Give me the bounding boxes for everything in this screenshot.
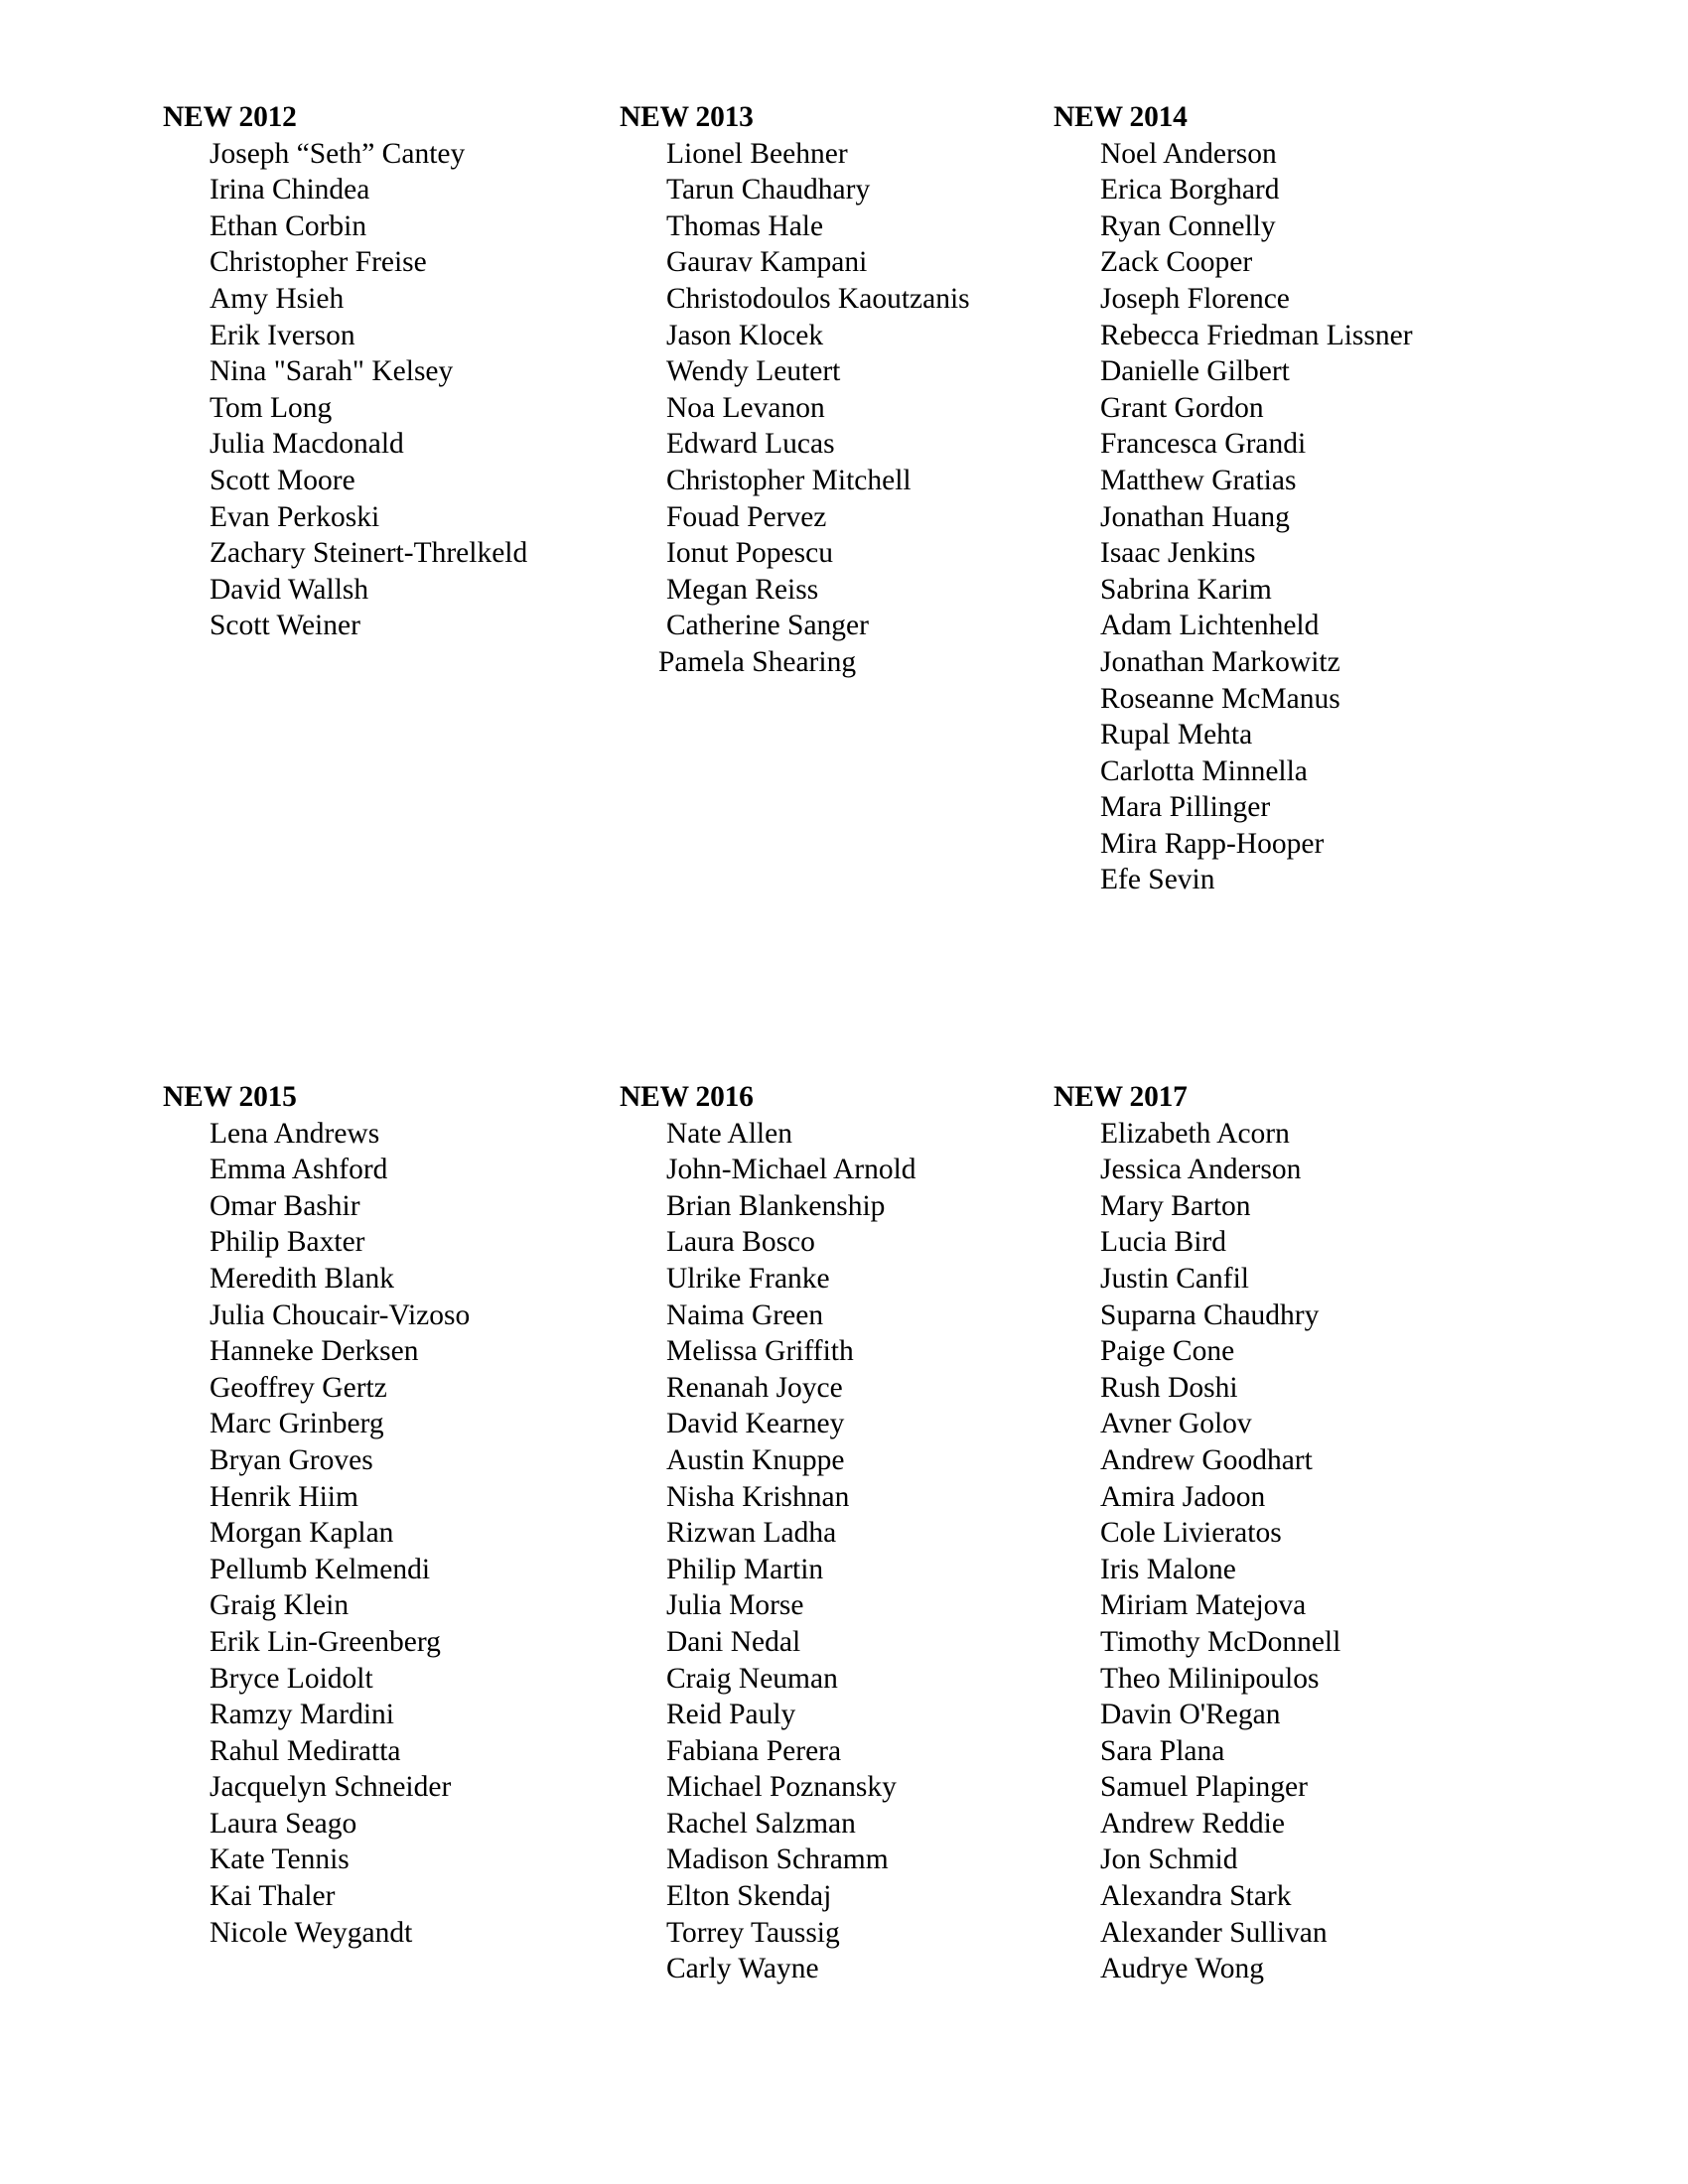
cohort-heading: NEW 2016	[620, 1081, 754, 1113]
list-item: Avner Golov	[1100, 1408, 1252, 1440]
list-item: Craig Neuman	[666, 1662, 838, 1695]
list-item: Jason Klocek	[666, 319, 824, 351]
cohort-heading: NEW 2017	[1054, 1081, 1188, 1113]
list-item: Rachel Salzman	[666, 1807, 856, 1840]
list-item: Gaurav Kampani	[666, 246, 868, 279]
cohort-2015	[163, 1079, 630, 1951]
list-item: John-Michael Arnold	[666, 1154, 916, 1186]
cohort-2012	[163, 99, 630, 644]
list-item: Danielle Gilbert	[1100, 355, 1290, 388]
name-list	[620, 136, 1086, 681]
list-item: Amira Jadoon	[1100, 1480, 1266, 1513]
list-item: Mary Barton	[1100, 1189, 1251, 1222]
list-item: Jacquelyn Schneider	[210, 1771, 452, 1804]
list-item: Erik Lin-Greenberg	[210, 1625, 441, 1658]
list-item: Matthew Gratias	[1100, 464, 1297, 496]
list-item: Laura Bosco	[666, 1226, 815, 1259]
list-item: Zack Cooper	[1100, 246, 1253, 279]
name-list	[620, 1116, 1086, 1987]
list-item: Jon Schmid	[1100, 1843, 1238, 1876]
list-item: Mira Rapp-Hooper	[1100, 827, 1325, 860]
list-item: Geoffrey Gertz	[210, 1371, 387, 1404]
list-item: Bryce Loidolt	[210, 1662, 373, 1695]
list-item: Joseph Florence	[1100, 282, 1290, 315]
list-item: Bryan Groves	[210, 1443, 373, 1476]
list-item: Julia Morse	[666, 1589, 804, 1622]
list-item: Laura Seago	[210, 1807, 357, 1840]
cohort-heading: NEW 2014	[1054, 101, 1188, 133]
list-item: Erica Borghard	[1100, 174, 1280, 206]
list-item: Catherine Sanger	[666, 610, 869, 642]
list-item: Marc Grinberg	[210, 1408, 384, 1440]
list-item: Andrew Goodhart	[1100, 1443, 1313, 1476]
list-item: Philip Martin	[666, 1553, 824, 1585]
list-item: Emma Ashford	[210, 1154, 388, 1186]
list-item: Lionel Beehner	[666, 137, 848, 170]
list-item: Omar Bashir	[210, 1189, 360, 1222]
list-item: Nicole Weygandt	[210, 1916, 413, 1949]
list-item: Roseanne McManus	[1100, 682, 1340, 715]
cohort-2017	[1054, 1079, 1520, 1987]
list-item: Reid Pauly	[666, 1699, 796, 1731]
list-item: Dani Nedal	[666, 1625, 801, 1658]
list-item: Graig Klein	[210, 1589, 350, 1622]
list-item: Rizwan Ladha	[666, 1517, 837, 1550]
list-item: Noa Levanon	[666, 391, 825, 424]
name-list	[1054, 1116, 1520, 1987]
list-item: Erik Iverson	[210, 319, 355, 351]
list-item: Carly Wayne	[666, 1953, 819, 1985]
list-item: Joseph “Seth” Cantey	[210, 137, 466, 170]
list-item: Thomas Hale	[666, 209, 824, 242]
list-item: Timothy McDonnell	[1100, 1625, 1341, 1658]
list-item: Julia Macdonald	[210, 428, 404, 461]
list-item: Madison Schramm	[666, 1843, 889, 1876]
name-list	[163, 136, 630, 644]
list-item: Davin O'Regan	[1100, 1699, 1281, 1731]
list-item: Meredith Blank	[210, 1262, 394, 1295]
list-item: Adam Lichtenheld	[1100, 610, 1320, 642]
list-item: Alexander Sullivan	[1100, 1916, 1328, 1949]
list-item: Mara Pillinger	[1100, 791, 1271, 824]
list-item: Megan Reiss	[666, 573, 819, 606]
list-item: Ramzy Mardini	[210, 1699, 394, 1731]
list-item: Lucia Bird	[1100, 1226, 1226, 1259]
list-item: Rahul Mediratta	[210, 1734, 401, 1767]
list-item: Henrik Hiim	[210, 1480, 358, 1513]
cohort-heading: NEW 2013	[620, 101, 754, 133]
list-item: Alexandra Stark	[1100, 1880, 1292, 1913]
list-item: Brian Blankenship	[666, 1189, 886, 1222]
cohort-2016	[620, 1079, 1086, 1987]
list-item: Theo Milinipoulos	[1100, 1662, 1320, 1695]
list-item: Irina Chindea	[210, 174, 370, 206]
list-item: Scott Weiner	[210, 610, 360, 642]
list-item: Samuel Plapinger	[1100, 1771, 1308, 1804]
list-item: Paige Cone	[1100, 1335, 1235, 1368]
list-item: Edward Lucas	[666, 428, 835, 461]
list-item: Suparna Chaudhry	[1100, 1298, 1320, 1331]
list-item: Tom Long	[210, 391, 333, 424]
list-item: Nate Allen	[666, 1117, 792, 1150]
list-item: Hanneke Derksen	[210, 1335, 419, 1368]
list-item: Cole Livieratos	[1100, 1517, 1282, 1550]
list-item: Scott Moore	[210, 464, 355, 496]
list-item: Ryan Connelly	[1100, 209, 1276, 242]
list-item: Lena Andrews	[210, 1117, 380, 1150]
list-item: Andrew Reddie	[1100, 1807, 1285, 1840]
list-item: Noel Anderson	[1100, 137, 1277, 170]
cohort-2013	[620, 99, 1086, 681]
cohort-heading: NEW 2012	[163, 101, 297, 133]
list-item: Melissa Griffith	[666, 1335, 854, 1368]
list-item: Rupal Mehta	[1100, 719, 1253, 751]
list-item: Justin Canfil	[1100, 1262, 1249, 1295]
cohort-2014	[1054, 99, 1520, 898]
list-item: Wendy Leutert	[666, 355, 841, 388]
list-item: Sara Plana	[1100, 1734, 1225, 1767]
list-item: Pellumb Kelmendi	[210, 1553, 431, 1585]
list-item: Elton Skendaj	[666, 1880, 832, 1913]
list-item: Elizabeth Acorn	[1100, 1117, 1290, 1150]
list-item: Miriam Matejova	[1100, 1589, 1307, 1622]
list-item: Evan Perkoski	[210, 500, 380, 533]
list-item: David Kearney	[666, 1408, 845, 1440]
list-item: Grant Gordon	[1100, 391, 1264, 424]
list-item: Rush Doshi	[1100, 1371, 1238, 1404]
list-item: David Wallsh	[210, 573, 369, 606]
list-item: Kate Tennis	[210, 1843, 350, 1876]
list-item: Francesca Grandi	[1100, 428, 1307, 461]
list-item: Nina "Sarah" Kelsey	[210, 355, 454, 388]
list-item: Christopher Mitchell	[666, 464, 912, 496]
list-item: Rebecca Friedman Lissner	[1100, 319, 1413, 351]
list-item: Kai Thaler	[210, 1880, 336, 1913]
list-item: Iris Malone	[1100, 1553, 1236, 1585]
list-item: Ionut Popescu	[666, 537, 833, 570]
list-item: Julia Choucair-Vizoso	[210, 1298, 471, 1331]
list-item: Audrye Wong	[1100, 1953, 1265, 1985]
list-item: Ethan Corbin	[210, 209, 367, 242]
list-item: Zachary Steinert-Threlkeld	[210, 537, 528, 570]
list-item: Michael Poznansky	[666, 1771, 897, 1804]
list-item: Morgan Kaplan	[210, 1517, 394, 1550]
list-item: Philip Baxter	[210, 1226, 365, 1259]
list-item: Austin Knuppe	[666, 1443, 845, 1476]
name-list	[1054, 136, 1520, 898]
list-item: Jonathan Huang	[1100, 500, 1290, 533]
list-item: Sabrina Karim	[1100, 573, 1272, 606]
list-item: Amy Hsieh	[210, 282, 345, 315]
list-item: Jonathan Markowitz	[1100, 645, 1340, 678]
list-item: Ulrike Franke	[666, 1262, 830, 1295]
list-item: Carlotta Minnella	[1100, 754, 1308, 787]
list-item: Fabiana Perera	[666, 1734, 842, 1767]
list-item: Jessica Anderson	[1100, 1154, 1302, 1186]
cohort-heading: NEW 2015	[163, 1081, 297, 1113]
list-item: Naima Green	[666, 1298, 824, 1331]
list-item: Efe Sevin	[1100, 864, 1215, 896]
list-item: Fouad Pervez	[666, 500, 827, 533]
list-item: Christopher Freise	[210, 246, 427, 279]
list-item: Pamela Shearing	[658, 645, 857, 678]
name-list	[163, 1116, 630, 1952]
list-item: Renanah Joyce	[666, 1371, 843, 1404]
list-item: Isaac Jenkins	[1100, 537, 1256, 570]
list-item: Nisha Krishnan	[666, 1480, 850, 1513]
list-item: Torrey Taussig	[666, 1916, 840, 1949]
list-item: Tarun Chaudhary	[666, 174, 871, 206]
list-item: Christodoulos Kaoutzanis	[666, 282, 970, 315]
